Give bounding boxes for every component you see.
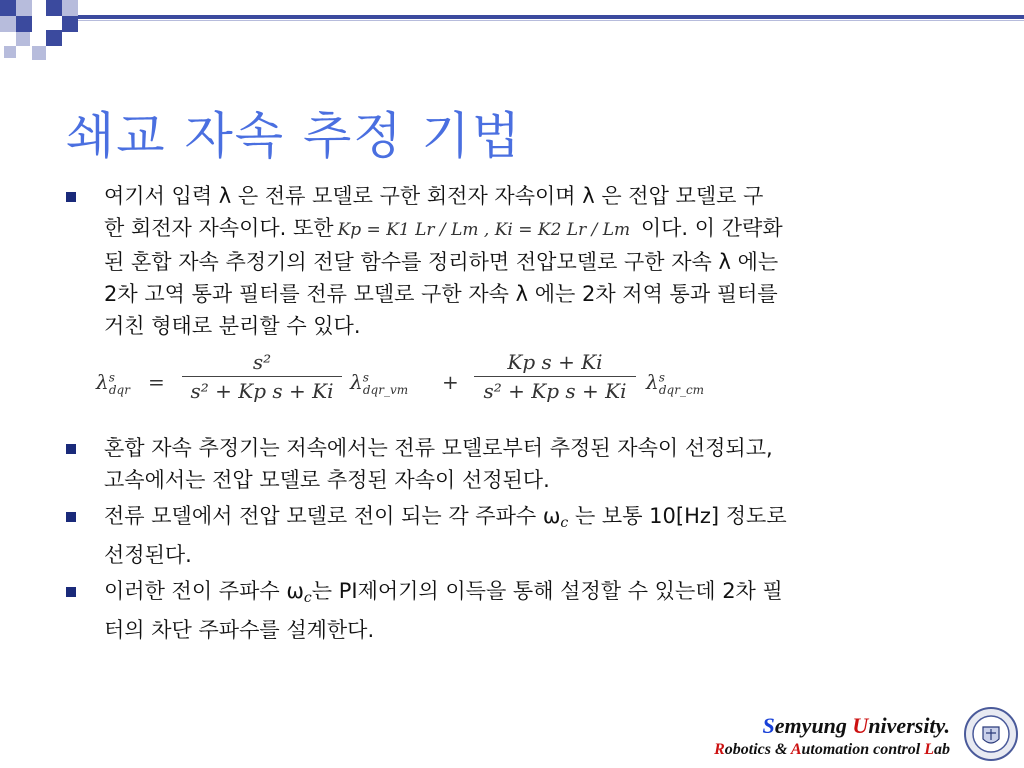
bullet-line: 터의 차단 주파수를 설계한다. bbox=[104, 618, 375, 642]
bullet-marker bbox=[66, 587, 76, 597]
bullet-marker bbox=[66, 192, 76, 202]
omega-subscript: c bbox=[560, 515, 569, 531]
fraction-2-numerator: Kp s + Ki bbox=[507, 350, 603, 374]
bullet-line: 2차 고역 통과 필터를 전류 모델로 구한 자속 λ 에는 2차 저역 통과 필터를 bbox=[104, 282, 778, 306]
formula-equals: = bbox=[148, 370, 165, 394]
formula-plus: + bbox=[442, 370, 459, 394]
bullet-line: 된 혼합 자속 추정기의 전달 함수를 정리하면 전압모델로 구한 자속 λ 에는 bbox=[104, 250, 779, 274]
bullet-marker bbox=[66, 512, 76, 522]
header-rule bbox=[78, 15, 1024, 19]
footer-credits bbox=[714, 713, 950, 759]
fraction-1 bbox=[182, 350, 342, 403]
transfer-function-formula bbox=[96, 350, 961, 422]
bullet-item bbox=[66, 500, 961, 571]
bullet-text: 이다. 이 간략화 bbox=[640, 216, 783, 240]
fraction-1-numerator: s² bbox=[252, 350, 272, 374]
slide-content bbox=[66, 180, 961, 650]
bullet-item bbox=[66, 180, 961, 342]
bullet-line: 전류 모델에서 전압 모델로 전이 되는 각 주파수 ωc 는 보통 10[Hz] 정도로 bbox=[104, 504, 787, 531]
formula-term-cm: $\lambda^s_{dqr\_cm}$ bbox=[646, 370, 705, 397]
header-rule-light bbox=[78, 20, 1024, 21]
bullet-line: 고속에서는 전압 모델로 추정된 자속이 선정된다. bbox=[104, 468, 550, 492]
bullet-line: 여기서 입력 λ 은 전류 모델로 구한 회전자 자속이며 λ 은 전압 모델로 구 bbox=[104, 184, 764, 208]
inline-equation: Kp = K1 Lr / Lm , Ki = K2 Lr / Lm bbox=[337, 220, 631, 240]
bullet-text: 한 회전자 자속이다. 또한 bbox=[104, 216, 334, 240]
bullet-line: 거친 형태로 분리할 수 있다. bbox=[104, 314, 361, 338]
bullet-line: 혼합 자속 추정기는 저속에서는 전류 모델로부터 추정된 자속이 선정되고, bbox=[104, 436, 773, 460]
formula-term-vm: $\lambda^s_{dqr\_vm}$ bbox=[350, 370, 409, 397]
bullet-item bbox=[66, 432, 961, 496]
bullet-line bbox=[104, 212, 961, 246]
lab-name: Robotics & Automation control Lab bbox=[714, 741, 950, 758]
formula-lhs: $\lambda^s_{dqr}$ bbox=[96, 370, 130, 397]
bullet-item bbox=[66, 575, 961, 646]
fraction-2 bbox=[474, 350, 636, 403]
university-seal-icon bbox=[964, 707, 1018, 761]
bullet-line: 이러한 전이 주파수 ωc는 PI제어기의 이득을 통해 설정할 수 있는데 2차 필 bbox=[104, 579, 783, 606]
fraction-1-denominator: s² + Kp s + Ki bbox=[190, 379, 334, 403]
fraction-2-denominator: s² + Kp s + Ki bbox=[483, 379, 627, 403]
bullet-line: 선정된다. bbox=[104, 543, 192, 567]
university-name: Semyung University. bbox=[762, 713, 950, 738]
slide-title: 쇄교 자속 추정 기법 bbox=[66, 107, 523, 165]
omega-subscript: c bbox=[303, 590, 312, 606]
bullet-marker bbox=[66, 444, 76, 454]
